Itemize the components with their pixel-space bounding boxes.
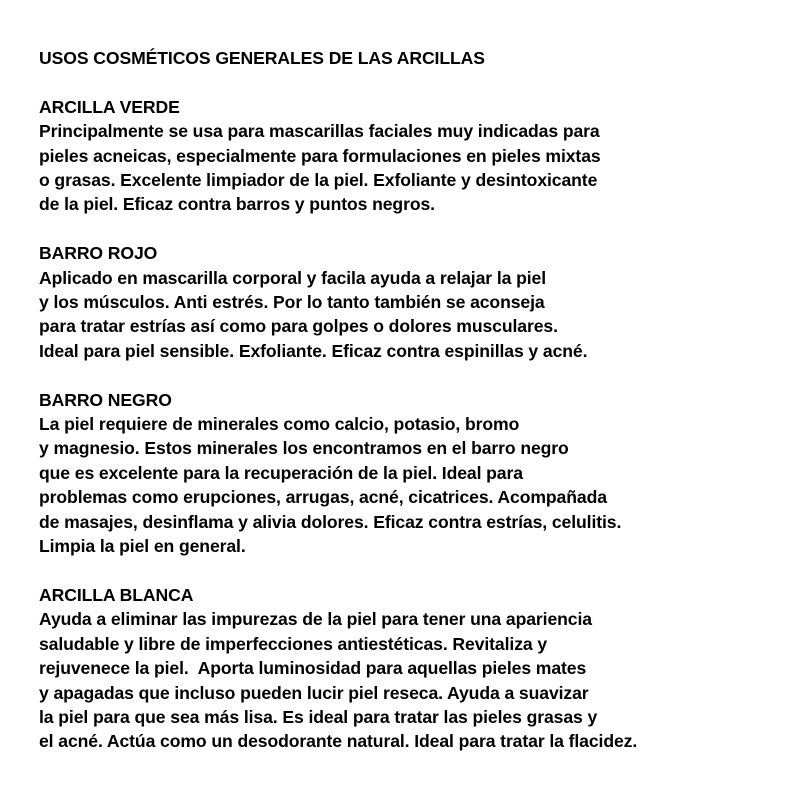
paragraph-line: de masajes, desinflama y alivia dolores. Eficaz contra estrías, celulitis. — [39, 511, 622, 532]
paragraph-line: Ayuda a eliminar las impurezas de la piel para tener una apariencia — [39, 609, 592, 630]
paragraph-line: que es excelente para la recuperación de la piel. Ideal para — [39, 462, 523, 483]
section-heading: BARRO ROJO — [39, 243, 158, 264]
paragraph-line: y apagadas que incluso pueden lucir piel reseca. Ayuda a suavizar — [39, 682, 589, 703]
paragraph-line: y magnesio. Estos minerales los encontramos en el barro negro — [39, 438, 569, 459]
section-barro-rojo — [39, 241, 789, 363]
document — [39, 46, 789, 778]
paragraph-line: o grasas. Excelente limpiador de la piel. Exfoliante y desintoxicante — [39, 170, 598, 191]
paragraph-line: problemas como erupciones, arrugas, acné, cicatrices. Acompañada — [39, 487, 607, 508]
section-arcilla-verde — [39, 95, 789, 217]
section-heading: ARCILLA VERDE — [39, 96, 180, 117]
paragraph-line: saludable y libre de imperfecciones antiestéticas. Revitaliza y — [39, 633, 548, 654]
section-arcilla-blanca — [39, 583, 789, 754]
paragraph-line: La piel requiere de minerales como calcio, potasio, bromo — [39, 414, 520, 435]
section-heading: ARCILLA BLANCA — [39, 584, 194, 605]
paragraph-line: y los músculos. Anti estrés. Por lo tanto también se aconseja — [39, 292, 545, 313]
paragraph-line: Limpia la piel en general. — [39, 536, 246, 557]
paragraph-line: Aplicado en mascarilla corporal y facila ayuda a relajar la piel — [39, 267, 546, 288]
paragraph-line: Ideal para piel sensible. Exfoliante. Eficaz contra espinillas y acné. — [39, 340, 588, 361]
paragraph-line: pieles acneicas, especialmente para formulaciones en pieles mixtas — [39, 145, 601, 166]
paragraph-line: de la piel. Eficaz contra barros y puntos negros. — [39, 194, 435, 215]
section-barro-negro — [39, 388, 789, 559]
paragraph-line: el acné. Actúa como un desodorante natural. Ideal para tratar la flacidez. — [39, 731, 638, 752]
paragraph-line: para tratar estrías así como para golpes o dolores musculares. — [39, 316, 558, 337]
section-heading: BARRO NEGRO — [39, 389, 172, 410]
document-title: USOS COSMÉTICOS GENERALES DE LAS ARCILLAS — [39, 48, 485, 68]
paragraph-line: rejuvenece la piel. Aporta luminosidad para aquellas pieles mates — [39, 658, 587, 679]
paragraph-line: Principalmente se usa para mascarillas faciales muy indicadas para — [39, 121, 600, 142]
paragraph-line: la piel para que sea más lisa. Es ideal para tratar las pieles grasas y — [39, 706, 598, 727]
